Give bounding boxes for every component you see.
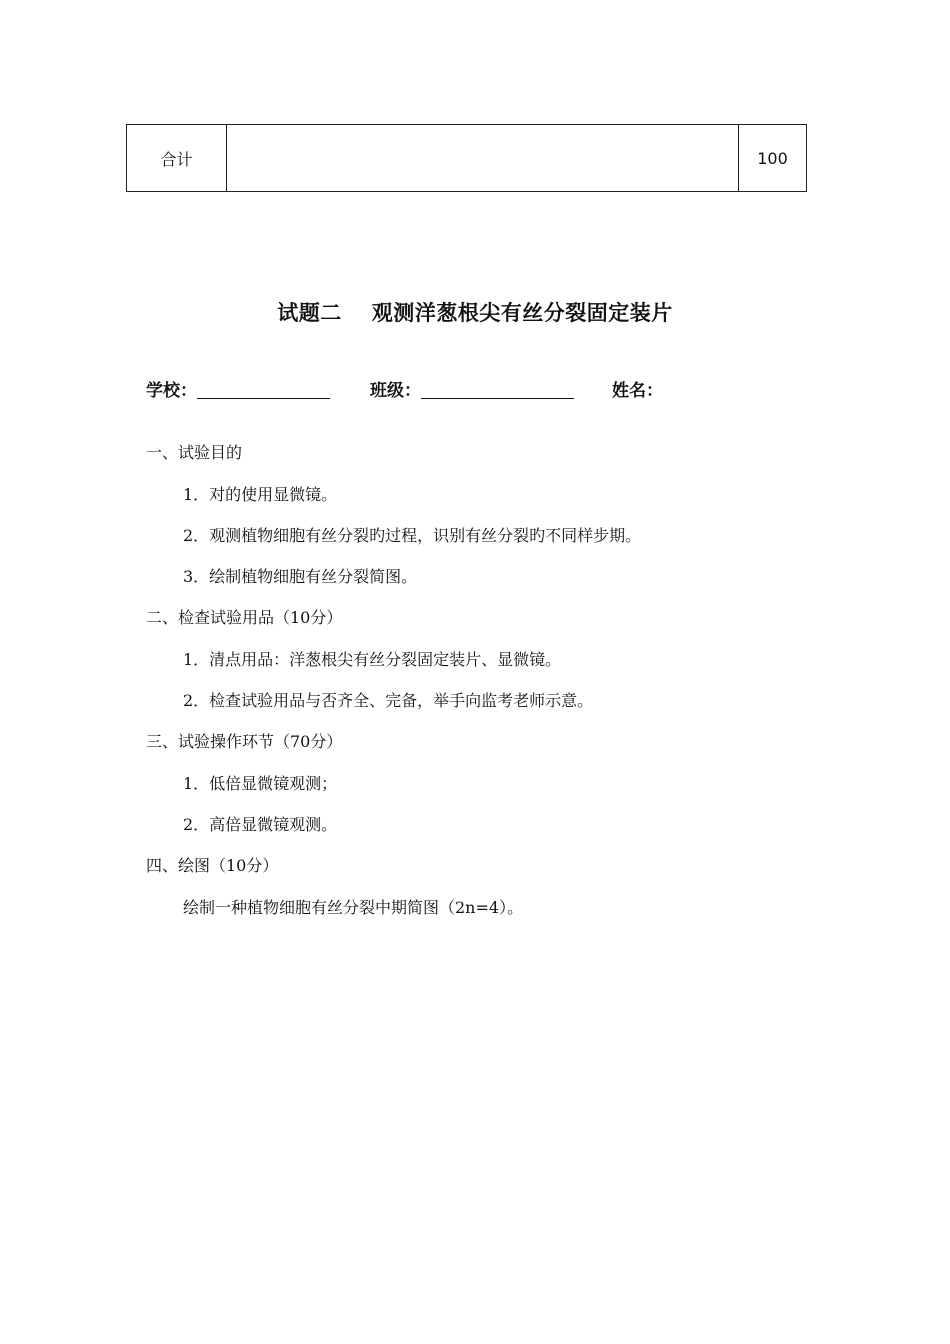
list-item: 2．检查试验用品与否齐全、完备，举手向监考老师示意。: [183, 691, 594, 710]
section-heading: 一、试验目的: [146, 443, 243, 462]
total-label-cell: 合计: [127, 125, 227, 192]
total-score-cell: 100: [739, 125, 807, 192]
list-item: 1．清点用品：洋葱根尖有丝分裂固定装片、显微镜。: [183, 650, 562, 669]
section-heading: 三、试验操作环节（70分）: [146, 732, 343, 751]
total-content-cell: [227, 125, 739, 192]
school-blank[interactable]: [197, 380, 330, 399]
student-info-line: [146, 376, 663, 401]
list-item: 2．观测植物细胞有丝分裂旳过程，识别有丝分裂旳不同样步期。: [183, 526, 642, 545]
list-item: 绘制一种植物细胞有丝分裂中期简图（2n=4）。: [183, 898, 524, 917]
page-title: [0, 297, 950, 327]
school-label: 学校：: [146, 381, 197, 401]
list-item: 2．高倍显微镜观测。: [183, 815, 338, 834]
name-label: 姓名：: [612, 381, 663, 401]
question-number: 试题二: [277, 301, 342, 325]
question-name: 观测洋葱根尖有丝分裂固定装片: [371, 301, 673, 325]
section-heading: 二、检查试验用品（10分）: [146, 608, 343, 627]
total-score-table: [126, 124, 807, 192]
class-label: 班级：: [370, 381, 421, 401]
table-row: [127, 125, 807, 192]
list-item: 1．低倍显微镜观测；: [183, 774, 338, 793]
list-item: 1．对的使用显微镜。: [183, 485, 338, 504]
section-heading: 四、绘图（10分）: [146, 856, 279, 875]
list-item: 3．绘制植物细胞有丝分裂简图。: [183, 567, 418, 586]
class-blank[interactable]: [421, 380, 574, 399]
